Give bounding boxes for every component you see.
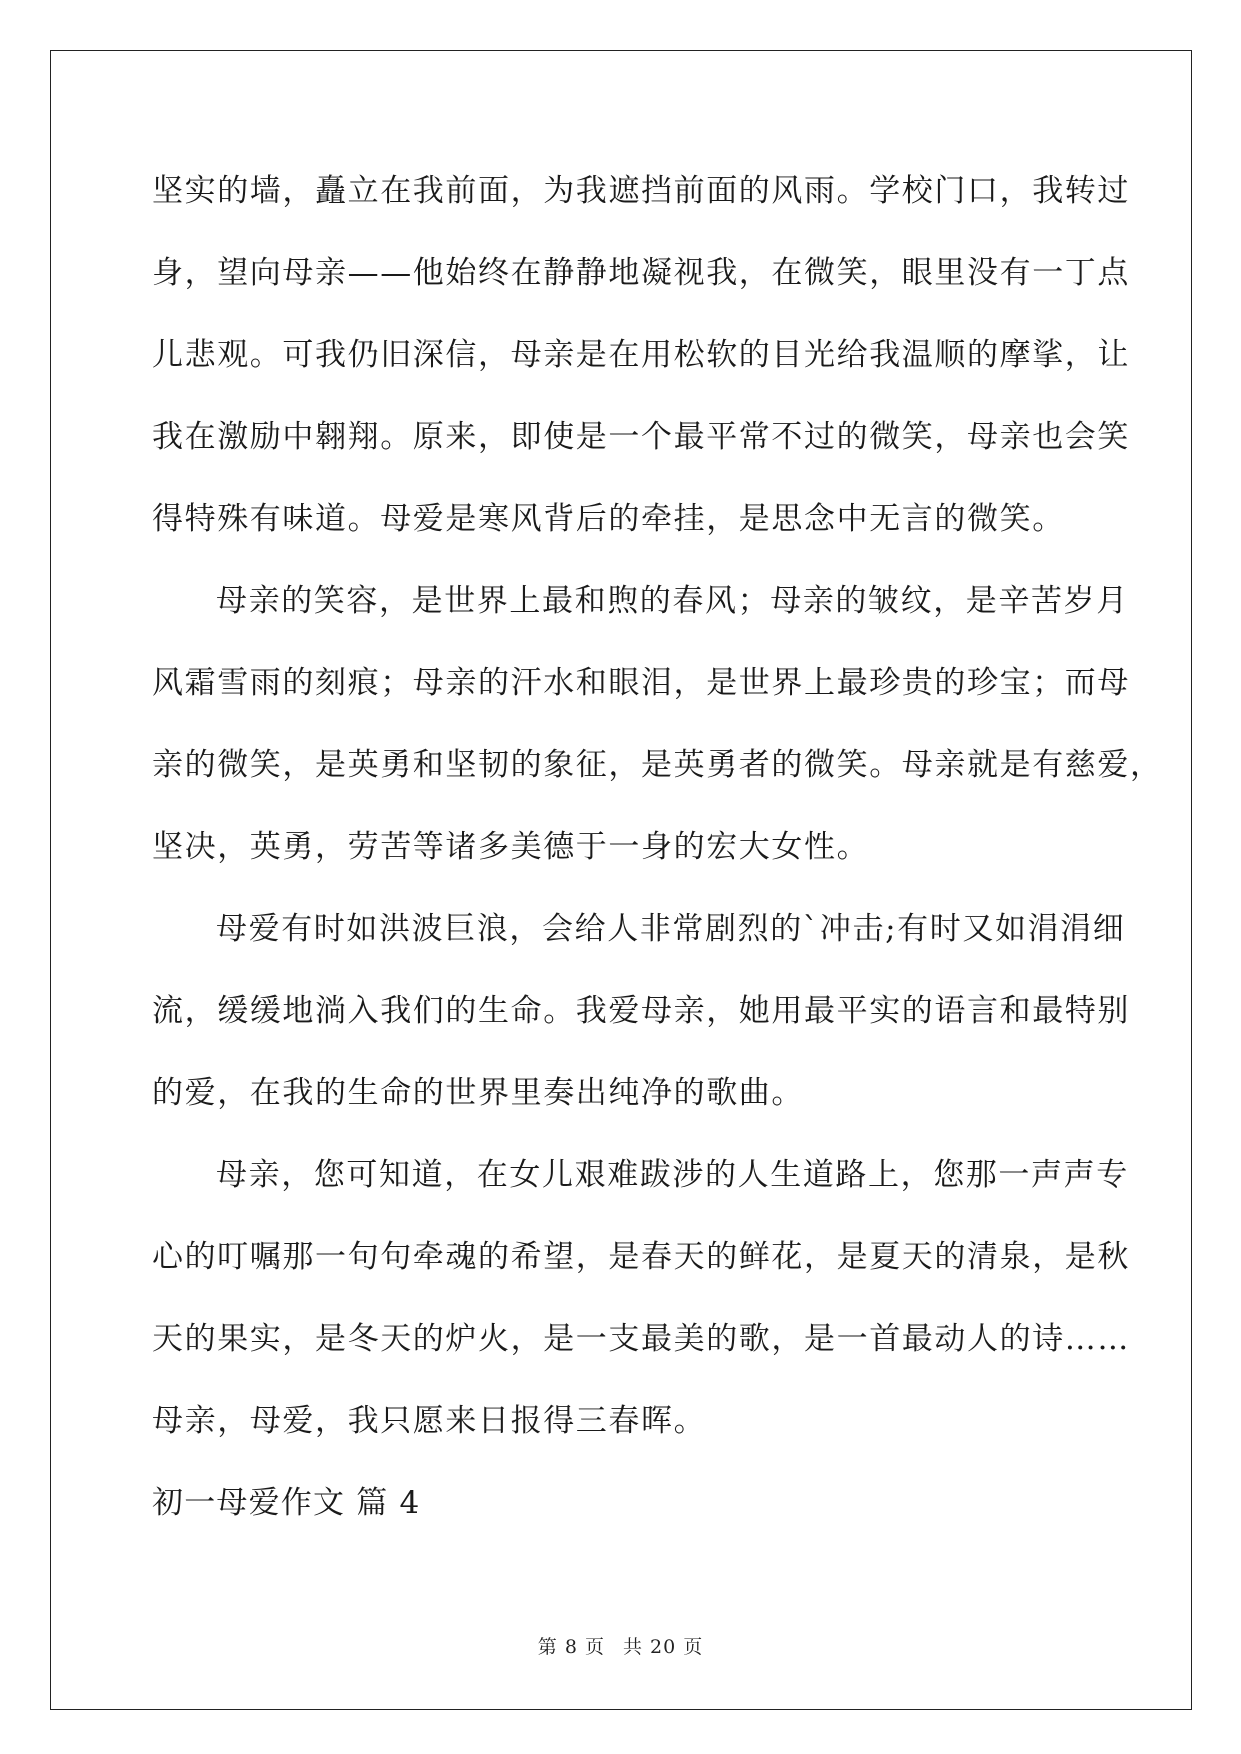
page-number: 第 8 页 [537, 1636, 605, 1658]
text-line: 流，缓缓地淌入我们的生命。我爱母亲，她用最平实的语言和最特别 [152, 993, 1130, 1029]
paragraph-start-line: 母亲，您可知道，在女儿艰难跋涉的人生道路上，您那一声声专 [216, 1157, 1129, 1193]
text-line: 心的叮嘱那一句句牵魂的希望，是春天的鲜花，是夏天的清泉，是秋 [152, 1239, 1130, 1275]
page-total: 共 20 页 [622, 1636, 704, 1658]
text-line: 天的果实，是冬天的炉火，是一支最美的歌，是一首最动人的诗…… [152, 1321, 1130, 1357]
section-heading: 初一母爱作文 篇 4 [152, 1485, 421, 1521]
text-line: 得特殊有味道。母爱是寒风背后的牵挂，是思念中无言的微笑。 [152, 501, 1065, 537]
text-line: 我在激励中翱翔。原来，即使是一个最平常不过的微笑，母亲也会笑 [152, 419, 1130, 455]
text-line: 的爱，在我的生命的世界里奏出纯净的歌曲。 [152, 1075, 804, 1111]
text-line: 儿悲观。可我仍旧深信，母亲是在用松软的目光给我温顺的摩挲，让 [152, 337, 1130, 373]
text-line: 亲的微笑，是英勇和坚韧的象征，是英勇者的微笑。母亲就是有慈爱， [152, 747, 1163, 783]
paragraph-start-line: 母亲的笑容，是世界上最和煦的春风；母亲的皱纹，是辛苦岁月 [216, 583, 1129, 619]
text-line: 风霜雪雨的刻痕；母亲的汗水和眼泪，是世界上最珍贵的珍宝；而母 [152, 665, 1130, 701]
text-line: 坚决，英勇，劳苦等诸多美德于一身的宏大女性。 [152, 829, 870, 865]
text-line: 身，望向母亲——他始终在静静地凝视我，在微笑，眼里没有一丁点 [152, 255, 1130, 291]
text-line: 母亲，母爱，我只愿来日报得三春晖。 [152, 1403, 707, 1439]
page-footer [0, 1632, 1241, 1659]
paragraph-start-line: 母爱有时如洪波巨浪，会给人非常剧烈的`冲击;有时又如涓涓细 [216, 911, 1126, 947]
text-line: 坚实的墙，矗立在我前面，为我遮挡前面的风雨。学校门口，我转过 [152, 173, 1130, 209]
document-body [152, 150, 1163, 1544]
